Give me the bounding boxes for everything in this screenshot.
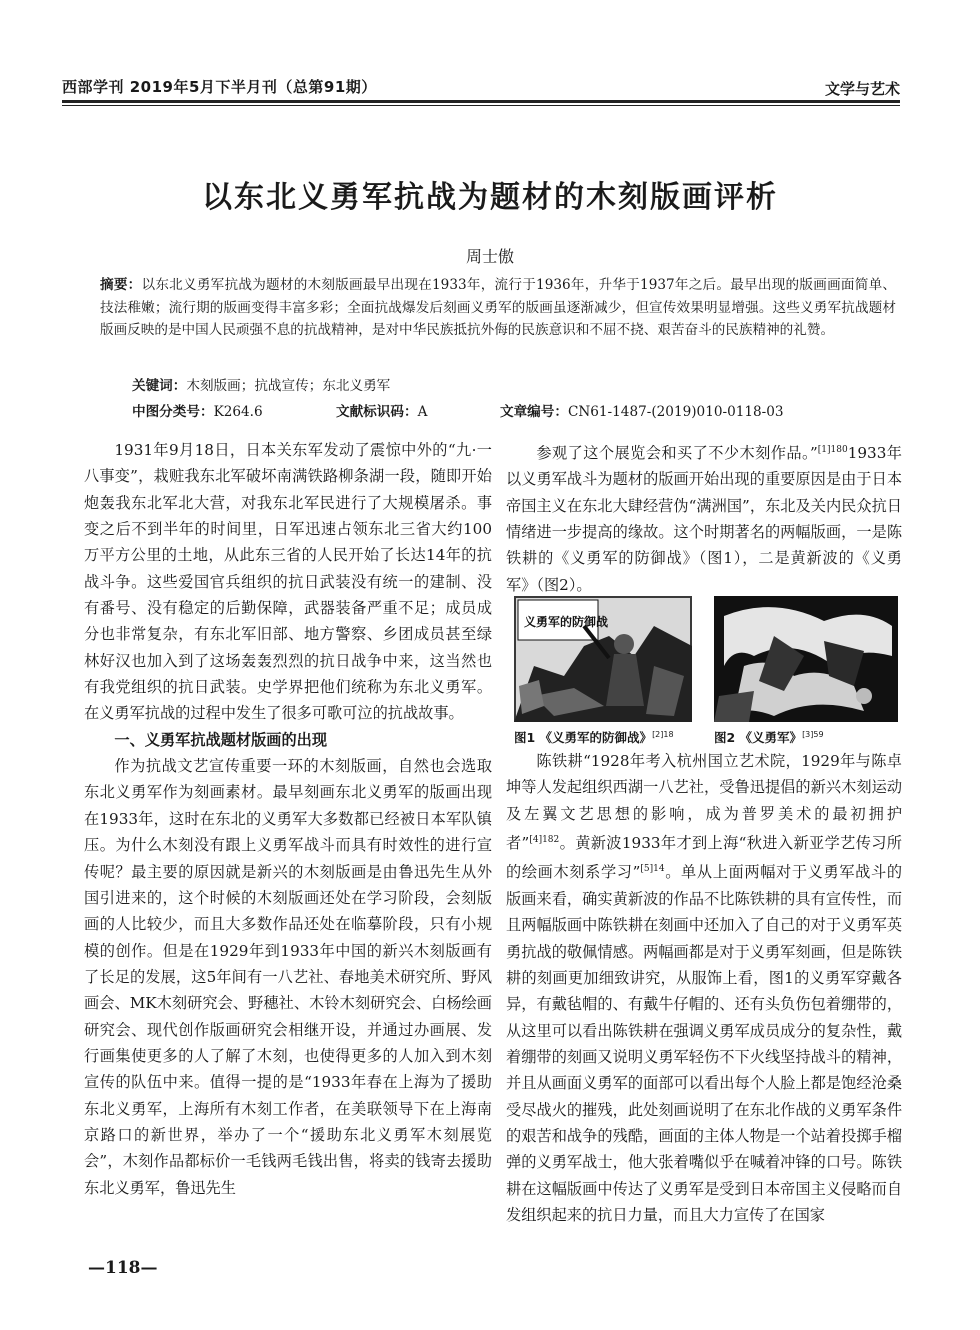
figures	[506, 596, 902, 746]
print-inset-title: 义勇军的防御战	[524, 615, 609, 629]
paragraph	[506, 748, 902, 1228]
running-header	[62, 72, 900, 102]
art-label: 文章编号：	[500, 404, 568, 420]
keywords-label: 关键词：	[132, 378, 187, 394]
paragraph	[506, 437, 902, 598]
right-column-bottom	[506, 748, 902, 1228]
paragraph-text: 。黄新波1933年才到上海“秋进入新亚学艺传习所的绘画木刻系学习”	[506, 834, 902, 882]
abstract-label: 摘要：	[100, 277, 142, 293]
citation: [2]18	[652, 729, 674, 739]
keywords	[132, 374, 390, 394]
article-title: 以东北义勇军抗战为题材的木刻版画评析	[202, 180, 778, 215]
figure-1	[514, 596, 692, 746]
clc-label: 中图分类号：	[132, 404, 214, 420]
woodcut-print-1	[514, 596, 692, 722]
document-code	[336, 400, 427, 420]
citation: [4]182	[529, 835, 560, 846]
column-name: 文学与艺术	[824, 80, 900, 98]
right-column-top	[506, 437, 902, 598]
doc-value: A	[417, 404, 428, 420]
page-number: —118—	[88, 1258, 158, 1278]
citation: [5]14	[640, 864, 665, 875]
clc-number	[132, 400, 263, 420]
citation: [1]180	[817, 445, 848, 455]
doc-label: 文献标识码：	[336, 404, 418, 420]
paragraph-text: 。单从上面两幅对于义勇军战斗的版画来看，确实黄新波的作品不比陈铁耕的具有宣传性，而且两幅版画中陈铁耕在刻画中还加入了自己的对于义勇军英勇抗战的敬佩情感。两幅画都是对于义勇军刻画，但是陈铁耕的刻画更加细致讲究，从服饰上看，图1的义勇军穿戴各异，有戴毡帽的、有戴牛仔帽的、还有头负伤包着绷带的，从这里可以看出陈铁耕在强调义勇军成员成分的复杂性，戴着绷带的刻画又说明义勇军轻伤不下火线坚持战斗的精神，并且从画面义勇军的面部可以看出每个人脸上都是饱经沧桑受尽战火的摧残，此处刻画说明了在东北作战的义勇军条件的艰苦和战争的残酷，画面的主体人物是一个站着投掷手榴弹的义勇军战士，他大张着嘴似乎在喊着冲锋的口号。陈铁耕在这幅版画中传达了义勇军是受到日本帝国主义侵略而自发组织起来的抗日力量，而且大力宣传了在国家	[506, 863, 903, 1224]
figure-2-caption	[714, 728, 898, 746]
author: 周士傲	[465, 247, 514, 266]
woodcut-print-2	[714, 596, 898, 722]
header-rule-thin	[62, 105, 900, 106]
abstract-text: 以东北义勇军抗战为题材的木刻版画最早出现在1933年，流行于1936年，升华于1937年之后。最早出现的版画画面简单、技法稚嫩；流行期的版画变得丰富多彩；全面抗战爆发后刻画义勇军的版画虽逐渐减少，但宣传效果明显增强。这些义勇军抗战题材版画反映的是中国人民顽强不息的抗战精神，是对中华民族抵抗外侮的民族意识和不屈不挠、艰苦奋斗的民族精神的礼赞。	[100, 277, 896, 338]
figure-2-caption-text: 图2 《义勇军》	[714, 730, 803, 745]
paragraph-text: 陈铁耕“1928年考入杭州国立艺术院，1929年与陈卓坤等人发起组织西湖一八艺社，受鲁迅提倡的新兴木刻运动及左翼文艺思想的影响，成为普罗美术的最初拥护者”	[506, 752, 902, 853]
paragraph: 1931年9月18日，日本关东军发动了震惊中外的“九·一八事变”，栽赃我东北军破坏南满铁路柳条湖一段，随即开始炮轰我东北军北大营，对我东北军民进行了大规模屠杀。事变之后不到半年的时间里，日军迅速占领东北三省大约100万平方公里的土地，从此东三省的人民开始了长达14年的抗战斗争。这些爱国官兵组织的抗日武装没有统一的建制、没有番号、没有稳定的后勤保障，武器装备严重不足；成员成分也非常复杂，有东北军旧部、地方警察、乡团成员甚至绿林好汉也加入到了这场轰轰烈烈的抗日战争中来，这当然也有我党组织的抗日武装。史学界把他们统称为东北义勇军。在义勇军抗战的过程中发生了很多可歌可泣的抗战故事。	[84, 441, 492, 723]
paragraph-text: 参观了这个展览会和买了不少木刻作品。”	[536, 444, 818, 463]
paragraph-text: 1933年以义勇军战斗为题材的版画开始出现的重要原因是由于日本帝国主义在东北大肆经营伪“满洲国”，东北及关内民众抗日情绪进一步提高的缘故。这个时期著名的两幅版画，一是陈铁耕的《义勇军的防御战》（图1），二是黄新波的《义勇军》（图2）。	[506, 444, 902, 594]
journal-name: 西部学刊 2019年5月下半月刊（总第91期）	[62, 78, 377, 96]
abstract	[100, 274, 896, 342]
section-heading: 一、义勇军抗战题材版画的出现	[114, 730, 328, 749]
figure-1-caption	[514, 728, 692, 746]
art-value: CN61-1487-(2019)010-0118-03	[567, 404, 784, 420]
header-rule	[62, 100, 900, 103]
article-number	[500, 400, 784, 420]
paragraph: 作为抗战文艺宣传重要一环的木刻版画，自然也会选取东北义勇军作为刻画素材。最早刻画东北义勇军的版画出现在1933年，这时在东北的义勇军大多数都已经被日本军队镇压。为什么木刻没有跟上义勇军战斗而具有时效性的进行宣传呢？最主要的原因就是新兴的木刻版画是由鲁迅先生从外国引进来的，这个时候的木刻版画还处在学习阶段，会刻版画的人比较少，而且大多数作品还处在临摹阶段，只有小规模的创作。但是在1929年到1933年中国的新兴木刻版画有了长足的发展，这5年间有一八艺社、春地美术研究所、野风画会、MK木刻研究会、野穗社、木铃木刻研究会、白杨绘画研究会、现代创作版画研究会相继开设，并通过办画展、发行画集使更多的人了解了木刻，也使得更多的人加入到木刻宣传的队伍中来。值得一提的是“1933年春在上海为了援助东北义勇军，上海所有木刻工作者，在美联领导下在上海南京路口的新世界，举办了一个“援助东北义勇军木刻展览会”，木刻作品都标价一毛钱两毛钱出售，将卖的钱寄去援助东北义勇军，鲁迅先生	[84, 757, 492, 1197]
left-column	[84, 437, 492, 1201]
clc-value: K264.6	[213, 404, 263, 420]
citation: [3]59	[802, 729, 824, 739]
figure-1-caption-text: 图1 《义勇军的防御战》	[514, 730, 653, 745]
keywords-text: 木刻版画；抗战宣传；东北义勇军	[186, 378, 391, 394]
figure-2	[714, 596, 898, 746]
